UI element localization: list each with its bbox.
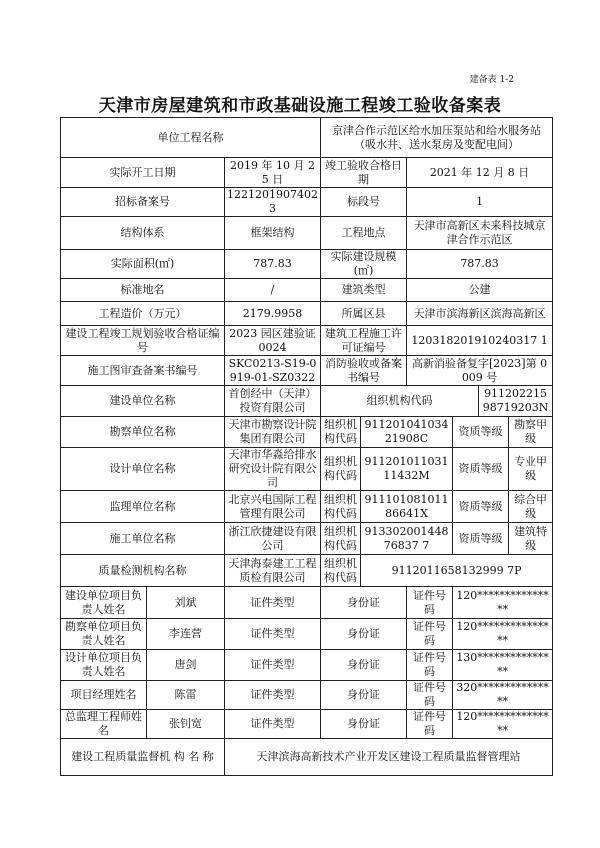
row-builder	[61, 386, 553, 417]
form-number: 建备表 1-2	[469, 75, 514, 85]
design-name: 天津市华淼给排水研究设计院有限公司	[225, 448, 321, 491]
person-name: 陈雷	[147, 681, 225, 710]
planning-label: 建设工程竣工规划验收合格证编号	[61, 326, 225, 356]
supervision-value: 天津滨海高新技术产业开发区建设工程质量监督管理站	[225, 739, 553, 776]
person-name: 唐剑	[147, 650, 225, 681]
cert-no-value: 130***************	[453, 650, 553, 681]
row-person-design	[61, 650, 553, 681]
cert-type-label: 证件类型	[225, 681, 321, 710]
person-role: 总监理工程师姓名	[61, 710, 147, 739]
row-person-pm	[61, 681, 553, 710]
cert-type-value: 身份证	[321, 619, 407, 650]
cert-no-label: 证件号码	[407, 619, 453, 650]
building-type-label: 建筑类型	[321, 279, 407, 302]
row-structure	[61, 217, 553, 250]
cert-no-label: 证件号码	[407, 710, 453, 739]
construction-qual: 建筑特级	[509, 523, 553, 555]
design-qual-label: 资质等级	[453, 448, 509, 491]
testing-org-value: 9112011658132999 7P	[361, 555, 553, 587]
person-name: 刘斌	[147, 587, 225, 619]
survey-label: 勘察单位名称	[61, 417, 225, 448]
planning-value: 2023 园区建验证 0024	[225, 326, 321, 356]
cost-label: 工程造价（万元）	[61, 302, 225, 326]
section-value: 1	[407, 188, 553, 217]
project-name-label: 单位工程名称	[61, 118, 321, 158]
design-label: 设计单位名称	[61, 448, 225, 491]
tender-value: 12212019074023	[225, 188, 321, 217]
supervisor-name: 北京兴电国际工程管理有限公司	[225, 491, 321, 523]
person-role: 建设单位项目负责人姓名	[61, 587, 147, 619]
row-drawing-review	[61, 356, 553, 386]
construction-qual-label: 资质等级	[453, 523, 509, 555]
design-qual: 专业甲级	[509, 448, 553, 491]
acceptance-date-value: 2021 年 12 月 8 日	[407, 158, 553, 188]
filing-form-table	[60, 117, 553, 776]
row-testing	[61, 555, 553, 587]
design-org-label: 组织机构代码	[321, 448, 361, 491]
project-name-value: 京津合作示范区给水加压泵站和给水服务站（吸水井、送水泵房及变配电间）	[321, 118, 553, 158]
row-cost	[61, 302, 553, 326]
row-supervision	[61, 739, 553, 776]
testing-label: 质量检测机构名称	[61, 555, 225, 587]
construction-name: 浙江欣捷建设有限公司	[225, 523, 321, 555]
row-supervisor	[61, 491, 553, 523]
builder-org-value: 91120221598719203N	[479, 386, 553, 417]
cert-type-label: 证件类型	[225, 619, 321, 650]
row-planning	[61, 326, 553, 356]
cert-no-label: 证件号码	[407, 650, 453, 681]
standard-site-value: /	[225, 279, 321, 302]
form-title: 天津市房屋建筑和市政基础设施工程竣工验收备案表	[98, 96, 502, 116]
district-value: 天津市滨海新区滨海高新区	[407, 302, 553, 326]
section-label: 标段号	[321, 188, 407, 217]
row-construction	[61, 523, 553, 555]
cert-type-value: 身份证	[321, 650, 407, 681]
cost-value: 2179.9958	[225, 302, 321, 326]
row-person-chief	[61, 710, 553, 739]
area-value: 787.83	[225, 250, 321, 279]
person-name: 李连营	[147, 619, 225, 650]
row-standard-site	[61, 279, 553, 302]
cert-type-label: 证件类型	[225, 587, 321, 619]
row-area	[61, 250, 553, 279]
cert-no-value: 320***************	[453, 681, 553, 710]
start-date-value: 2019 年 10 月 25 日	[225, 158, 321, 188]
supervisor-code: 91110108101186641X	[361, 491, 453, 523]
supervisor-qual: 综合甲级	[509, 491, 553, 523]
building-type-value: 公建	[407, 279, 553, 302]
person-role: 设计单位项目负责人姓名	[61, 650, 147, 681]
testing-value: 天津海泰建工工程质检有限公司	[225, 555, 321, 587]
row-dates	[61, 158, 553, 188]
row-person-builder	[61, 587, 553, 619]
construction-code: 91330200144876837 7	[361, 523, 453, 555]
cert-no-value: 120***************	[453, 619, 553, 650]
testing-org-label: 组织机构代码	[321, 555, 361, 587]
person-role: 勘察单位项目负责人姓名	[61, 619, 147, 650]
survey-name: 天津市勘察设计院集团有限公司	[225, 417, 321, 448]
construction-org-label: 组织机构代码	[321, 523, 361, 555]
cert-type-label: 证件类型	[225, 650, 321, 681]
area-label: 实际面积(㎡)	[61, 250, 225, 279]
drawing-review-label: 施工图审查备案书编号	[61, 356, 225, 386]
scale-value: 787.83	[407, 250, 553, 279]
builder-label: 建设单位名称	[61, 386, 225, 417]
permit-value: 120318201910240317 1	[407, 326, 553, 356]
standard-site-label: 标准地名	[61, 279, 225, 302]
cert-type-label: 证件类型	[225, 710, 321, 739]
cert-no-value: 120***************	[453, 710, 553, 739]
cert-no-label: 证件号码	[407, 587, 453, 619]
builder-value: 首创经中（天津）投资有限公司	[225, 386, 321, 417]
start-date-label: 实际开工日期	[61, 158, 225, 188]
supervisor-label: 监理单位名称	[61, 491, 225, 523]
builder-org-label: 组织机构代码	[321, 386, 479, 417]
scale-label: 实际建设规模(㎡)	[321, 250, 407, 279]
survey-org-label: 组织机构代码	[321, 417, 361, 448]
site-value: 天津市高新区未来科技城京津合作示范区	[407, 217, 553, 250]
survey-qual: 勘察甲级	[509, 417, 553, 448]
cert-type-value: 身份证	[321, 587, 407, 619]
tender-label: 招标备案号	[61, 188, 225, 217]
row-design	[61, 448, 553, 491]
district-label: 所属区县	[321, 302, 407, 326]
structure-label: 结构体系	[61, 217, 225, 250]
cert-type-value: 身份证	[321, 710, 407, 739]
supervision-label: 建设工程质量监督机 构 名 称	[61, 739, 225, 776]
acceptance-date-label: 竣工验收合格日期	[321, 158, 407, 188]
site-label: 工程地点	[321, 217, 407, 250]
supervisor-qual-label: 资质等级	[453, 491, 509, 523]
row-project-name	[61, 118, 553, 158]
fire-value: 高新消验备复字[2023]第 0009 号	[407, 356, 553, 386]
permit-label: 建筑工程施工许可证编号	[321, 326, 407, 356]
design-code: 91120101103111432M	[361, 448, 453, 491]
person-role: 项目经理姓名	[61, 681, 147, 710]
cert-type-value: 身份证	[321, 681, 407, 710]
supervisor-org-label: 组织机构代码	[321, 491, 361, 523]
row-person-survey	[61, 619, 553, 650]
fire-label: 消防验收或备案书编号	[321, 356, 407, 386]
survey-qual-label: 资质等级	[453, 417, 509, 448]
drawing-review-value: SKC0213-S19-0919-01-SZ0322	[225, 356, 321, 386]
survey-code: 91120104103421908C	[361, 417, 453, 448]
cert-no-value: 120***************	[453, 587, 553, 619]
cert-no-label: 证件号码	[407, 681, 453, 710]
row-tender	[61, 188, 553, 217]
construction-label: 施工单位名称	[61, 523, 225, 555]
structure-value: 框架结构	[225, 217, 321, 250]
row-survey	[61, 417, 553, 448]
person-name: 张钊宽	[147, 710, 225, 739]
